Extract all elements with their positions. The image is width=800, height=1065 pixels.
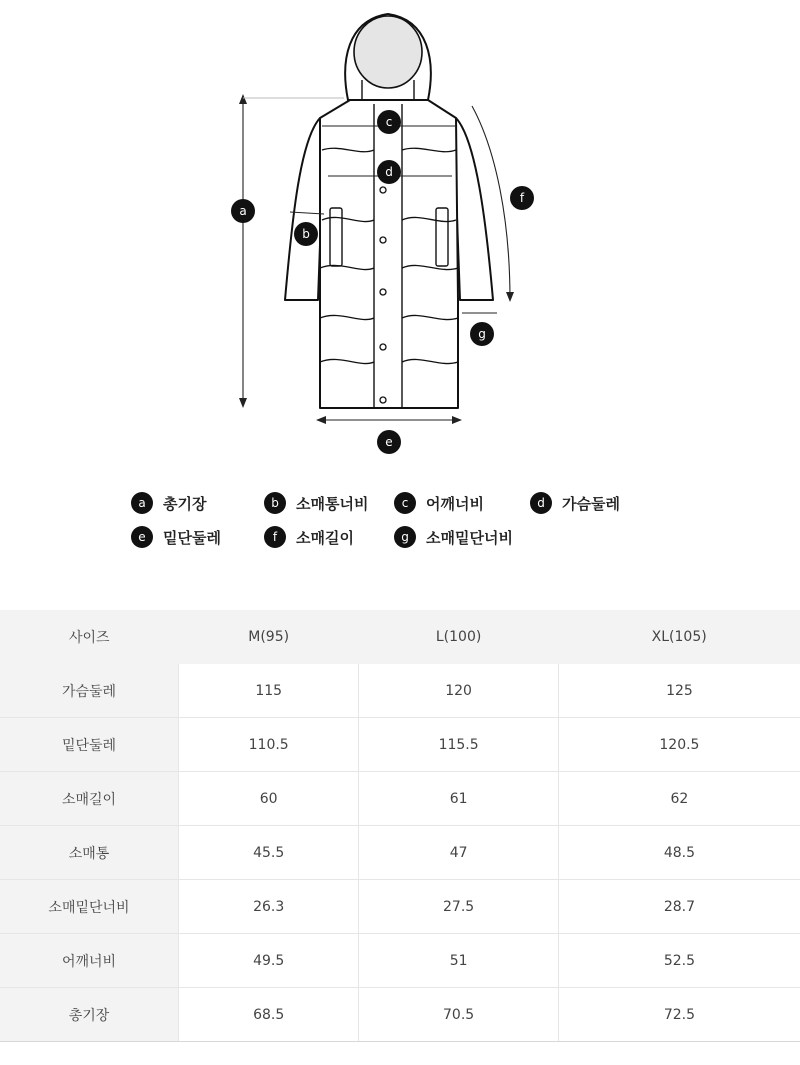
legend-item-f <box>264 524 354 550</box>
left-sleeve-outline <box>285 118 322 300</box>
cell-value: 28.7 <box>558 880 800 934</box>
cell-value: 49.5 <box>179 934 359 988</box>
coat-body-outline <box>320 100 458 408</box>
legend-label: 가슴둘레 <box>562 494 620 513</box>
svg-text:e: e <box>385 435 393 449</box>
cell-value: 62 <box>558 772 800 826</box>
svg-text:f: f <box>519 191 525 205</box>
legend-label: 소매밑단너비 <box>426 528 513 547</box>
row-label: 소매통 <box>0 826 179 880</box>
marker-a <box>231 199 255 223</box>
right-sleeve-outline <box>456 118 493 300</box>
legend-label: 어깨너비 <box>426 494 484 513</box>
table-row <box>0 988 800 1042</box>
svg-text:b: b <box>302 227 310 241</box>
table-row <box>0 934 800 988</box>
cell-value: 27.5 <box>359 880 559 934</box>
legend-marker: b <box>264 492 286 514</box>
cell-value: 115.5 <box>359 718 559 772</box>
legend-marker: c <box>394 492 416 514</box>
cell-value: 26.3 <box>179 880 359 934</box>
legend-marker: f <box>264 526 286 548</box>
row-label: 소매길이 <box>0 772 179 826</box>
size-chart-table <box>0 610 800 1042</box>
cell-value: 61 <box>359 772 559 826</box>
svg-text:a: a <box>239 204 247 218</box>
header-m: M(95) <box>179 610 359 664</box>
legend-item-c <box>394 490 484 516</box>
row-label: 가슴둘레 <box>0 664 179 718</box>
marker-c <box>377 110 401 134</box>
legend-item-a <box>131 490 206 516</box>
cell-value: 120.5 <box>558 718 800 772</box>
hood-inner <box>354 16 422 88</box>
legend-label: 소매통너비 <box>296 494 369 513</box>
header-size: 사이즈 <box>0 610 179 664</box>
row-label: 소매밑단너비 <box>0 880 179 934</box>
legend-marker: g <box>394 526 416 548</box>
row-label: 어깨너비 <box>0 934 179 988</box>
row-label: 총기장 <box>0 988 179 1042</box>
cell-value: 70.5 <box>359 988 559 1042</box>
table-row <box>0 880 800 934</box>
legend-item-d <box>530 490 620 516</box>
row-label: 밑단둘레 <box>0 718 179 772</box>
svg-text:d: d <box>385 165 393 179</box>
table-row <box>0 772 800 826</box>
legend-label: 소매길이 <box>296 528 354 547</box>
marker-e <box>377 430 401 454</box>
table-row <box>0 826 800 880</box>
legend-item-e <box>131 524 221 550</box>
cell-value: 115 <box>179 664 359 718</box>
measurement-legend <box>0 488 800 558</box>
header-l: L(100) <box>359 610 559 664</box>
legend-marker: e <box>131 526 153 548</box>
table-header-row <box>0 610 800 664</box>
table-row <box>0 718 800 772</box>
legend-label: 총기장 <box>163 494 207 513</box>
legend-marker: a <box>131 492 153 514</box>
cell-value: 47 <box>359 826 559 880</box>
svg-text:g: g <box>478 327 486 341</box>
legend-item-b <box>264 490 368 516</box>
cell-value: 125 <box>558 664 800 718</box>
svg-text:c: c <box>385 115 393 129</box>
legend-item-g <box>394 524 513 550</box>
cell-value: 51 <box>359 934 559 988</box>
cell-value: 45.5 <box>179 826 359 880</box>
marker-f <box>510 186 534 210</box>
cell-value: 52.5 <box>558 934 800 988</box>
header-xl: XL(105) <box>558 610 800 664</box>
cell-value: 72.5 <box>558 988 800 1042</box>
cell-value: 110.5 <box>179 718 359 772</box>
cell-value: 68.5 <box>179 988 359 1042</box>
marker-b <box>294 222 318 246</box>
cell-value: 120 <box>359 664 559 718</box>
marker-d <box>377 160 401 184</box>
legend-marker: d <box>530 492 552 514</box>
coat-size-diagram <box>0 0 800 470</box>
cell-value: 48.5 <box>558 826 800 880</box>
legend-label: 밑단둘레 <box>163 528 221 547</box>
marker-g <box>470 322 494 346</box>
cell-value: 60 <box>179 772 359 826</box>
table-row <box>0 664 800 718</box>
